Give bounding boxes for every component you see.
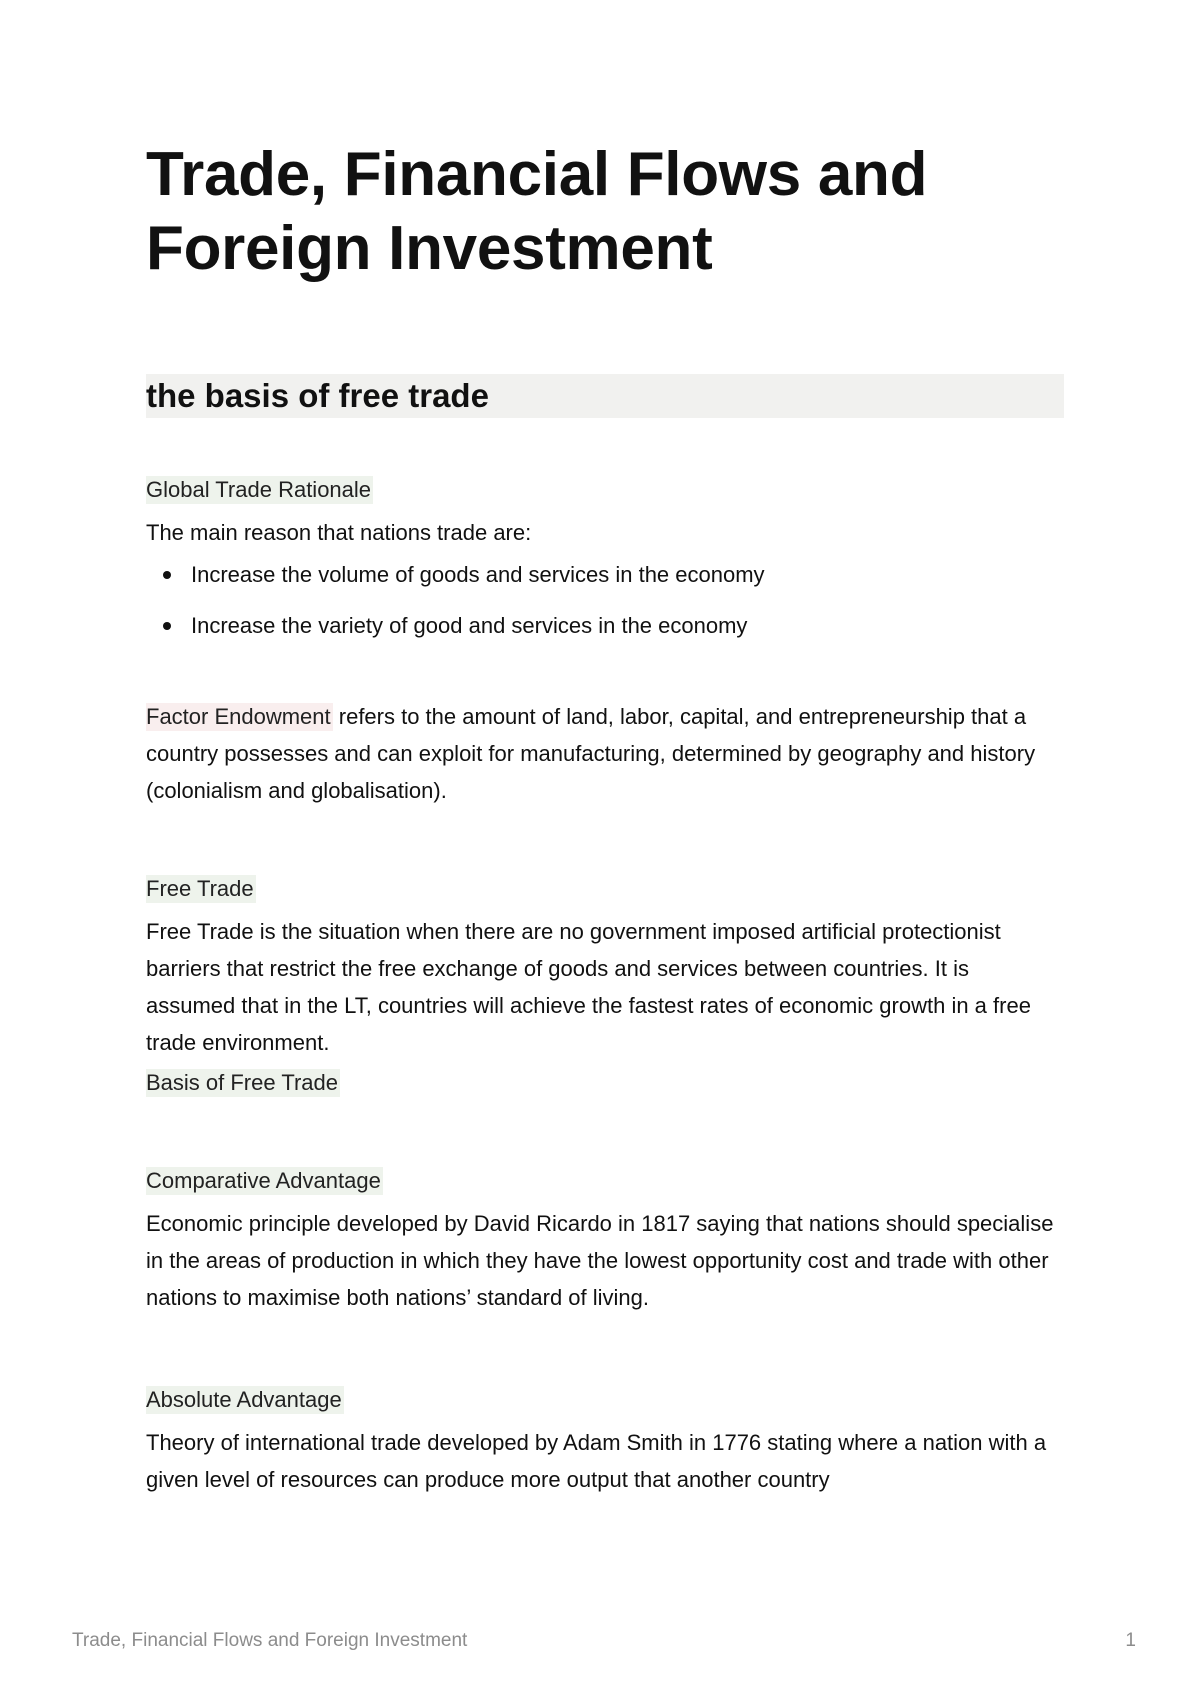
footer-title: Trade, Financial Flows and Foreign Investment xyxy=(72,1630,468,1651)
absolute-advantage-text: Theory of international trade developed by Adam Smith in 1776 stating where a nation with a given level of resources can produce more output that another country xyxy=(146,1430,1047,1492)
page-title: Trade, Financial Flows and Foreign Investment xyxy=(146,140,928,283)
global-trade-intro: The main reason that nations trade are: xyxy=(146,520,532,545)
free-trade-block xyxy=(146,875,1064,1061)
bullet-icon xyxy=(163,622,171,630)
global-trade-label: Global Trade Rationale xyxy=(146,477,372,502)
absolute-advantage-label: Absolute Advantage xyxy=(146,1387,342,1412)
document-content xyxy=(146,138,1064,1498)
factor-endowment-definition: refers to the amount of land, labor, capital, and entrepreneurship that a country possesses and can exploit for manufacturing, determined by geography and history (colonialism and globalisation). xyxy=(146,704,1036,803)
free-trade-label: Free Trade xyxy=(146,876,254,901)
page-footer xyxy=(72,1630,1136,1652)
absolute-advantage-block xyxy=(146,1386,1064,1498)
free-trade-text: Free Trade is the situation when there are no government imposed artificial protectionist barriers that restrict the free exchange of goods and services between countries. It is assumed that in the LT, countries will achieve the fastest rates of economic growth in a free trade environment. xyxy=(146,919,1031,1055)
global-trade-bullets xyxy=(146,561,1064,640)
list-item-text: Increase the volume of goods and services in the economy xyxy=(191,562,765,587)
comparative-advantage-block xyxy=(146,1167,1064,1316)
list-item xyxy=(146,612,1064,640)
list-item-text: Increase the variety of good and services in the economy xyxy=(191,613,748,638)
factor-endowment-paragraph xyxy=(146,698,1064,809)
factor-endowment-term: Factor Endowment xyxy=(146,704,331,729)
comparative-advantage-label: Comparative Advantage xyxy=(146,1168,381,1193)
page-number: 1 xyxy=(1125,1630,1136,1651)
list-item xyxy=(146,561,1064,589)
global-trade-block xyxy=(146,476,1064,640)
section-heading: the basis of free trade xyxy=(146,374,1064,418)
basis-free-trade-block xyxy=(146,1069,1064,1097)
basis-free-trade-label: Basis of Free Trade xyxy=(146,1070,338,1095)
bullet-icon xyxy=(163,571,171,579)
comparative-advantage-text: Economic principle developed by David Ricardo in 1817 saying that nations should specialise in the areas of production in which they have the lowest opportunity cost and trade with other nations to maximise both nations’ standard of living. xyxy=(146,1211,1054,1310)
